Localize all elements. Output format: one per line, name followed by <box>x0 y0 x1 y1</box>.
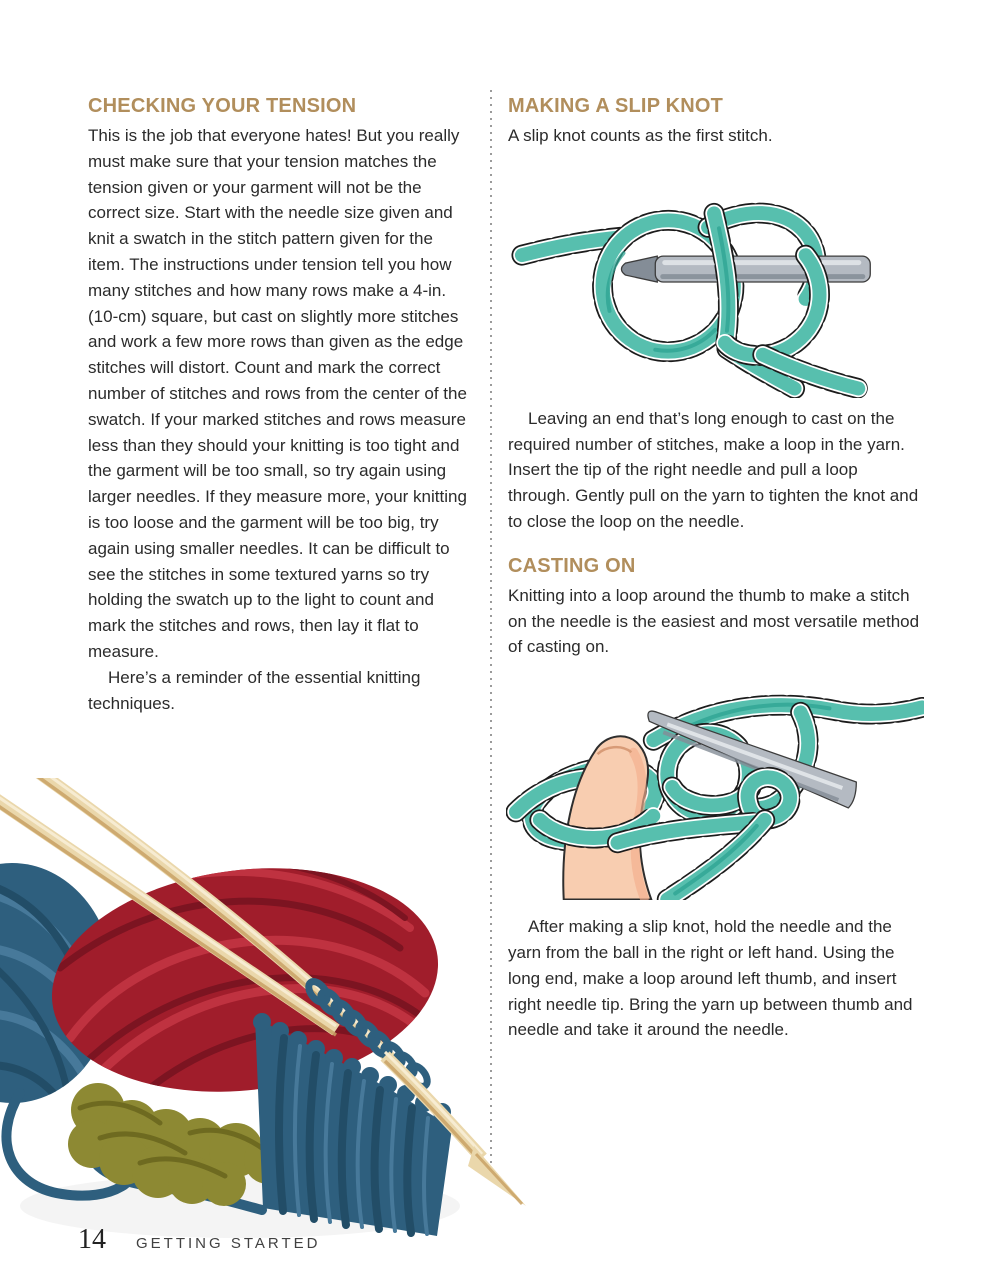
casting-on-intro: Knitting into a loop around the thumb to make a stitch on the needle is the easiest and most versatile method of casting on. <box>508 585 920 657</box>
section-heading-casting-on: CASTING ON <box>508 554 636 577</box>
left-column <box>88 95 473 716</box>
footer-section-label: GETTING STARTED <box>136 1235 321 1252</box>
red-yarn-ball <box>39 847 451 1113</box>
page-footer <box>78 1224 320 1256</box>
section-heading-making-a-slip-knot: MAKING A SLIP KNOT <box>508 95 724 117</box>
slip-knot-instructions: Leaving an end that’s long enough to cast on the required number of stitches, make a loop in the yarn. Insert the tip of the right needle and pull a loop through. Gently pull on the yarn to tighten the knot and to close the loop on the needle. <box>508 408 919 531</box>
casting-on-instructions: After making a slip knot, hold the needle and the yarn from the ball in the right or left hand. Using the long end, make a loop around left thumb, and insert right needle tip. Bring the yarn up between thumb and needle and take it around the needle. <box>508 917 913 1040</box>
right-column <box>508 95 923 1043</box>
tension-paragraph: This is the job that everyone hates! But you really must make sure that your tension matches the tension given or your garment will not be the correct size. Start with the needle size given and knit a swatch in the stitch pattern given for the item. The instructions under tension tell you how many stitches and how many rows make a 4-in. (10-cm) square, but cast on slightly more stitches and work a few more rows than given as the edge stitches will distort. Count and mark the correct number of stitches and rows from the center of the swatch. If your marked stitches and rows measure less than they should your knitting is too tight and the garment will be too small, so try again using larger needles. If they measure more, your knitting is too loose and the garment will be too big, try again using smaller needles. It can be difficult to see the stitches in some textured yarns so try holding the swatch up to the light to count and mark the stitches and rows, then lay it flat to measure. <box>88 126 467 661</box>
casting-on-illustration <box>506 680 924 900</box>
slip-knot-intro: A slip knot counts as the first stitch. <box>508 126 773 145</box>
slip-knot-illustration <box>506 183 924 398</box>
tension-closing-paragraph: Here’s a reminder of the essential knitting techniques. <box>88 667 421 713</box>
yarn-and-needles-photo <box>0 778 530 1256</box>
gray-knitting-needle-icon <box>621 256 870 282</box>
page-number: 14 <box>78 1224 106 1255</box>
section-heading-checking-your-tension: CHECKING YOUR TENSION <box>88 95 357 117</box>
